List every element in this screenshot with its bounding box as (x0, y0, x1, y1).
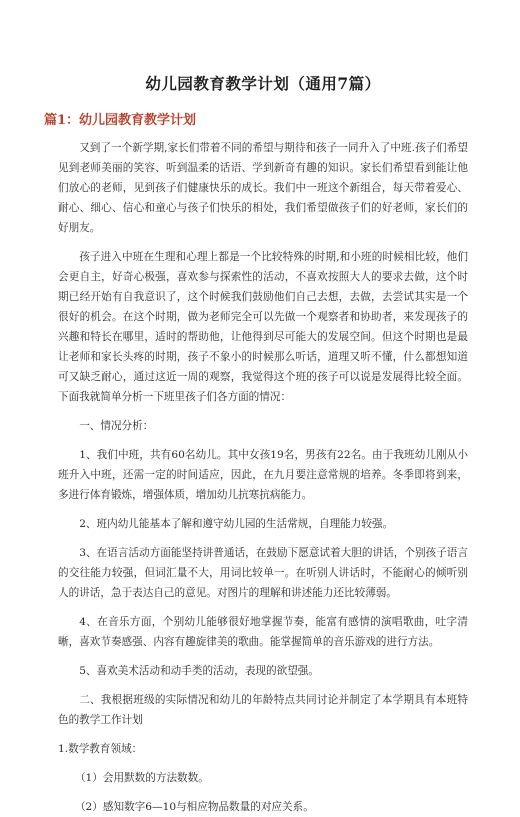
math-item-2: （2）感知数字6—10与相应物品数量的对应关系。 (74, 801, 314, 813)
math-heading: 1.数学教育领域： (58, 743, 143, 755)
development-paragraph: 孩子进入中班在生理和心理上都是一个比较特殊的时期,和小班的时候相比较，他们会更自主，好奇心极强，喜欢参与探索性的活动，不喜欢按照大人的要求去做，这个时期已经开始有自我意识了，这个时候我们鼓励他们自己去想，去做，去尝试其实是一个很好的机会。在这个时期，做为老师完全可以先做一个观察者和协助者，来发现孩子的兴趣和特长在哪里，适时的帮助他，让他得到尽可能大的发展空间。但这个时期也是最让老师和家长头疼的时期，孩子不象小的时候那么听话，道理又听不懂，什么都想知道可又缺乏耐心，通过这近一周的观察，我觉得这个班的孩子可以说是发展得比较全面。下面我就简单分析一下班里孩子们各方面的情况： (58, 251, 468, 403)
situation-item-2: 2、班内幼儿能基本了解和遵守幼儿园的生活常规，自理能力较强。 (79, 518, 394, 530)
section-title: 篇1：幼儿园教育教学计划 (44, 113, 197, 128)
situation-heading: 一、情况分析： (79, 420, 154, 432)
situation-item-4: 4、在音乐方面，个别幼儿能够很好地掌握节奏，能富有感情的演唱歌曲，吐字清晰，喜欢节奏感强、内容有趣旋律美的歌曲。能掌握简单的音乐游戏的进行方法。 (58, 616, 468, 648)
plan-heading: 二、我根据班级的实际情况和幼儿的年龄特点共同讨论并制定了本学期具有本班特色的教学工作计划 (58, 694, 468, 726)
situation-item-5: 5、喜欢美术活动和动手类的活动，表现的欲望强。 (79, 665, 319, 677)
intro-paragraph: 又到了一个新学期,家长们带着不同的希望与期待和孩子一同升入了中班.孩子们希望见到老师美丽的笑容、听到温柔的话语、学到新奇有趣的知识。家长们希望看到能让他们放心的老师，见到孩子们健康快乐的成长。我们中一班这个新组合，每天带着爱心、耐心、细心、信心和童心与孩子们快乐的相处，我们希望做孩子们的好老师，家长们的好朋友。 (58, 142, 468, 234)
situation-item-1: 1、我们中班，共有60名幼儿。其中女孩19名，男孩有22名。由于我班幼儿刚从小班升入中班，还需一定的时间适应，因此，在九月要注意常规的培养。冬季即将到来，多进行体育锻炼，增强体质，增加幼儿抗寒抗病能力。 (58, 449, 468, 501)
situation-item-3: 3、在语言活动方面能坚持讲普通话，在鼓励下愿意试着大胆的讲话，个别孩子语言的交往能力较强，但词汇量不大，用词比较单一。在听别人讲话时，不能耐心的倾听别人的讲话，急于表达自己的意见。对图片的理解和讲述能力还比较薄弱。 (58, 547, 468, 599)
math-item-1: （1）会用默数的方法数数。 (74, 772, 209, 784)
document-title: 幼儿园教育教学计划（通用7篇） (145, 74, 381, 93)
